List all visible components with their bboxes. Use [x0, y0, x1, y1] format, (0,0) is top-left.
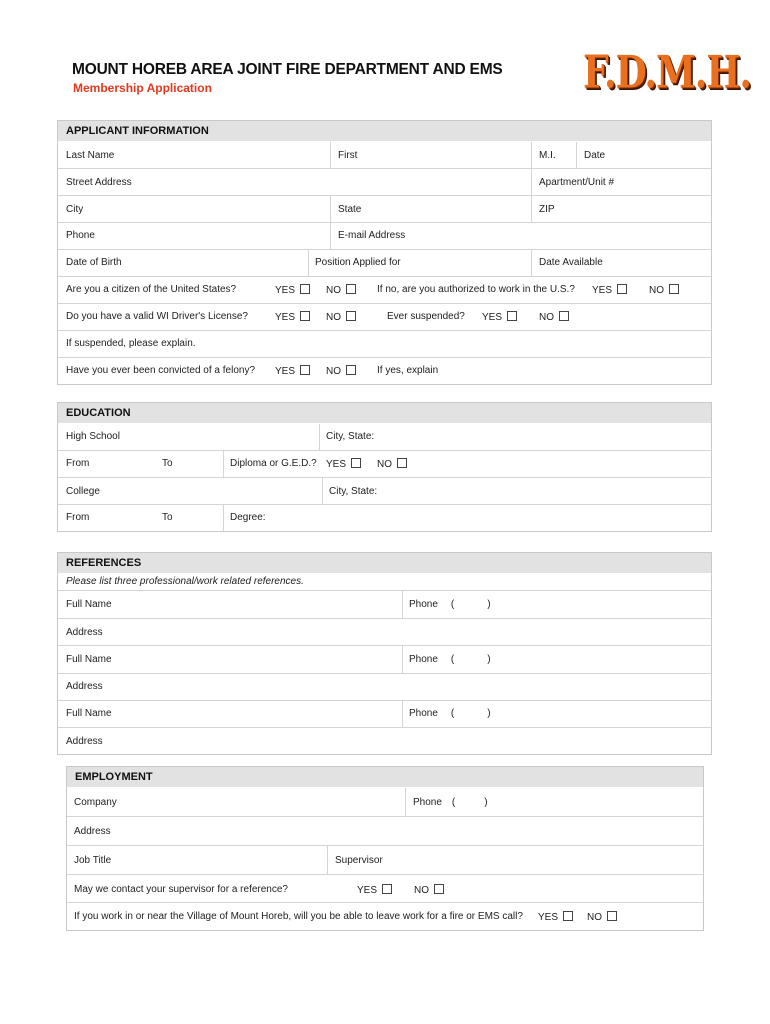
contact-row — [58, 223, 711, 250]
zip-field[interactable]: ZIP — [539, 204, 555, 215]
paren-open: ( — [450, 708, 455, 719]
paren-open: ( — [451, 797, 456, 808]
yes-label: YES — [482, 312, 503, 323]
diploma-yes-option[interactable] — [326, 458, 361, 470]
no-label: NO — [326, 366, 341, 377]
fdmh-logo: F.D.M.H. — [583, 46, 751, 99]
mi-field[interactable]: M.I. — [539, 150, 556, 161]
name-row — [58, 142, 711, 169]
date-field[interactable]: Date — [584, 150, 606, 161]
leave-no-option[interactable] — [587, 911, 617, 923]
checkbox-icon[interactable] — [607, 911, 617, 921]
high-school-field[interactable]: High School — [66, 431, 120, 442]
street-address-field[interactable]: Street Address — [66, 177, 132, 188]
reference-1-phone-field[interactable] — [409, 599, 491, 610]
reference-2-address-field[interactable]: Address — [66, 681, 103, 692]
felony-row — [58, 358, 711, 384]
checkbox-icon[interactable] — [346, 284, 356, 294]
suspended-no-option[interactable] — [539, 311, 569, 323]
no-label: NO — [326, 285, 341, 296]
felony-explain-field[interactable]: If yes, explain — [377, 365, 439, 376]
yes-label: YES — [592, 285, 613, 296]
supervisor-field[interactable]: Supervisor — [335, 855, 383, 866]
contact-supervisor-question: May we contact your supervisor for a reference? — [74, 884, 288, 895]
phone-label: Phone — [409, 654, 438, 665]
phone-field[interactable]: Phone — [66, 230, 95, 241]
employer-address-row — [67, 817, 703, 846]
paren-close: ) — [487, 654, 491, 665]
yes-label: YES — [275, 285, 296, 296]
reference-1-address-row — [58, 619, 711, 646]
applicant-section — [57, 120, 712, 385]
diploma-question: Diploma or G.E.D.? — [230, 458, 317, 469]
authorized-no-option[interactable] — [649, 284, 679, 296]
checkbox-icon[interactable] — [346, 365, 356, 375]
college-row — [58, 478, 711, 505]
checkbox-icon[interactable] — [563, 911, 573, 921]
no-label: NO — [414, 885, 429, 896]
employer-address-field[interactable]: Address — [74, 826, 111, 837]
citizen-row — [58, 277, 711, 304]
reference-1-name-field[interactable]: Full Name — [66, 599, 112, 610]
leave-yes-option[interactable] — [538, 911, 573, 923]
phone-label: Phone — [409, 708, 438, 719]
first-name-field[interactable]: First — [338, 150, 358, 161]
job-title-field[interactable]: Job Title — [74, 855, 112, 866]
no-label: NO — [539, 312, 554, 323]
checkbox-icon[interactable] — [397, 458, 407, 468]
checkbox-icon[interactable] — [300, 365, 310, 375]
reference-1-name-row — [58, 591, 711, 619]
felony-no-option[interactable] — [326, 365, 356, 377]
college-field[interactable]: College — [66, 486, 100, 497]
phone-label: Phone — [413, 797, 442, 808]
employment-heading: EMPLOYMENT — [67, 767, 703, 787]
no-label: NO — [377, 459, 392, 470]
email-field[interactable]: E-mail Address — [338, 230, 406, 241]
checkbox-icon[interactable] — [434, 884, 444, 894]
yes-label: YES — [357, 885, 378, 896]
company-row — [67, 788, 703, 817]
checkbox-icon[interactable] — [300, 311, 310, 321]
license-row — [58, 304, 711, 331]
reference-2-name-row — [58, 646, 711, 674]
checkbox-icon[interactable] — [382, 884, 392, 894]
hs-to-field[interactable]: To — [162, 458, 173, 469]
job-title-row — [67, 846, 703, 875]
address-row — [58, 169, 711, 196]
high-school-city-field[interactable]: City, State: — [326, 431, 375, 442]
state-field[interactable]: State — [338, 204, 362, 215]
date-available-field[interactable]: Date Available — [539, 257, 603, 268]
suspended-question: Ever suspended? — [387, 311, 465, 322]
references-instruction: Please list three professional/work related references. — [66, 576, 304, 587]
reference-3-name-field[interactable]: Full Name — [66, 708, 112, 719]
checkbox-icon[interactable] — [346, 311, 356, 321]
college-from-field[interactable]: From — [66, 512, 90, 523]
authorized-question: If no, are you authorized to work in the U.S.? — [377, 284, 575, 295]
reference-2-phone-field[interactable] — [409, 654, 491, 665]
paren-close: ) — [487, 599, 491, 610]
city-row — [58, 196, 711, 223]
checkbox-icon[interactable] — [669, 284, 679, 294]
references-heading: REFERENCES — [58, 553, 711, 573]
page-subtitle: Membership Application — [73, 81, 212, 95]
hs-from-field[interactable]: From — [66, 458, 90, 469]
reference-1-address-field[interactable]: Address — [66, 627, 103, 638]
checkbox-icon[interactable] — [617, 284, 627, 294]
applicant-heading: APPLICANT INFORMATION — [58, 121, 711, 141]
no-label: NO — [649, 285, 664, 296]
felony-yes-option[interactable] — [275, 365, 310, 377]
yes-label: YES — [326, 459, 347, 470]
leave-work-question: If you work in or near the Village of Mount Horeb, will you be able to leave work for a fire or EMS call? — [74, 911, 523, 922]
last-name-field[interactable]: Last Name — [66, 150, 115, 161]
references-instruction-row — [58, 574, 711, 591]
high-school-row — [58, 424, 711, 451]
no-label: NO — [587, 912, 602, 923]
paren-open: ( — [450, 654, 455, 665]
yes-label: YES — [538, 912, 559, 923]
yes-label: YES — [275, 366, 296, 377]
citizen-no-option[interactable] — [326, 284, 356, 296]
felony-question: Have you ever been convicted of a felony? — [66, 365, 256, 376]
citizen-question: Are you a citizen of the United States? — [66, 284, 237, 295]
paren-open: ( — [450, 599, 455, 610]
yes-label: YES — [275, 312, 296, 323]
license-question: Do you have a valid WI Driver's License? — [66, 311, 248, 322]
paren-close: ) — [484, 797, 488, 808]
page-title: MOUNT HOREB AREA JOINT FIRE DEPARTMENT AND EMS — [72, 61, 503, 78]
license-no-option[interactable] — [326, 311, 356, 323]
college-to-field[interactable]: To — [162, 512, 173, 523]
references-section — [57, 552, 712, 755]
authorized-yes-option[interactable] — [592, 284, 627, 296]
apartment-field[interactable]: Apartment/Unit # — [539, 177, 615, 188]
dob-row — [58, 250, 711, 277]
no-label: NO — [326, 312, 341, 323]
citizen-yes-option[interactable] — [275, 284, 310, 296]
reference-3-address-field[interactable]: Address — [66, 736, 103, 747]
position-field[interactable]: Position Applied for — [315, 257, 401, 268]
employer-phone-field[interactable] — [413, 797, 488, 808]
reference-2-address-row — [58, 674, 711, 701]
leave-work-row — [67, 903, 703, 930]
contact-yes-option[interactable] — [357, 884, 392, 896]
high-school-dates-row — [58, 451, 711, 478]
paren-close: ) — [487, 708, 491, 719]
dob-field[interactable]: Date of Birth — [66, 257, 122, 268]
college-city-field[interactable]: City, State: — [329, 486, 378, 497]
suspended-explain-row — [58, 331, 711, 358]
reference-3-phone-field[interactable] — [409, 708, 491, 719]
phone-label: Phone — [409, 599, 438, 610]
reference-3-name-row — [58, 701, 711, 728]
employment-section — [66, 766, 704, 931]
contact-supervisor-row — [67, 875, 703, 903]
city-field[interactable]: City — [66, 204, 84, 215]
reference-2-name-field[interactable]: Full Name — [66, 654, 112, 665]
checkbox-icon[interactable] — [351, 458, 361, 468]
diploma-no-option[interactable] — [377, 458, 407, 470]
education-section — [57, 402, 712, 532]
suspended-explain-field[interactable]: If suspended, please explain. — [66, 338, 196, 349]
suspended-yes-option[interactable] — [482, 311, 517, 323]
checkbox-icon[interactable] — [300, 284, 310, 294]
contact-no-option[interactable] — [414, 884, 444, 896]
license-yes-option[interactable] — [275, 311, 310, 323]
education-heading: EDUCATION — [58, 403, 711, 423]
checkbox-icon[interactable] — [507, 311, 517, 321]
reference-3-address-row — [58, 728, 711, 754]
checkbox-icon[interactable] — [559, 311, 569, 321]
degree-field[interactable]: Degree: — [230, 512, 266, 523]
college-dates-row — [58, 505, 711, 531]
company-field[interactable]: Company — [74, 797, 117, 808]
